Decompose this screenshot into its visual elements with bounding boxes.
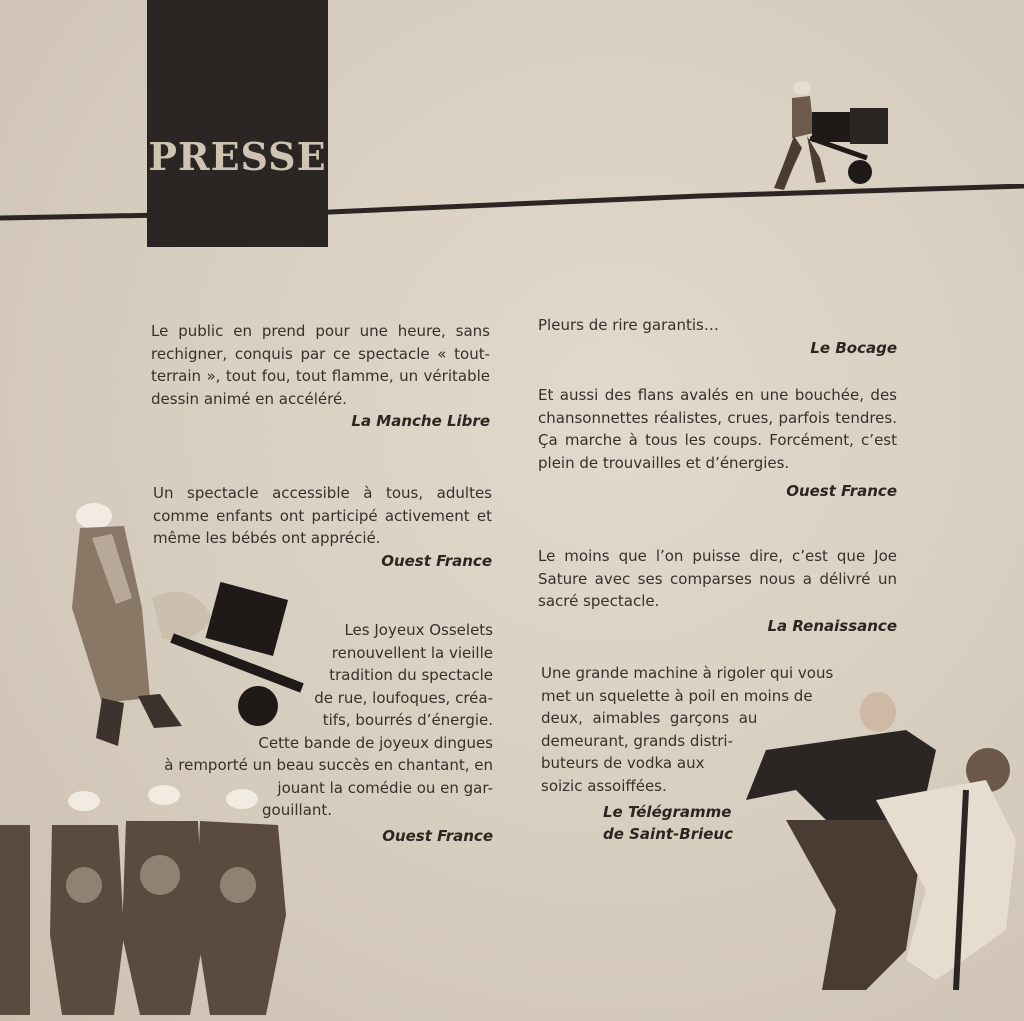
quote-line: gouillant. (262, 801, 333, 819)
quote-line: Les Joyeux Osselets (344, 621, 493, 639)
press-quote-4 (538, 314, 897, 359)
quote-source: La Manche Libre (351, 412, 490, 430)
quote-text: Le moins que l’on puisse dire, c’est que Joe Sature avec ses comparses nous a délivré un sacré spectacle. (538, 547, 897, 610)
page-title: PRESSE (148, 134, 327, 179)
quote-source-line-2: de Saint-Brieuc (603, 825, 733, 843)
quote-source: Ouest France (381, 551, 492, 570)
press-quote-5 (538, 384, 897, 502)
quote-line: renouvellent la vieille (331, 643, 493, 662)
quote-source: Le Bocage (810, 338, 897, 357)
press-quote-6 (538, 545, 897, 637)
press-quote-7 (541, 662, 881, 845)
quote-line: demeurant, grands distri- (541, 731, 734, 750)
quote-source: Ouest France (382, 826, 493, 845)
quote-source: Ouest France (786, 482, 897, 500)
quote-text: Et aussi des flans avalés en une bouchée, des chansonnettes réalistes, crues, parfois tendres. Ça marche à tous les coups. Forcément, c’est plein de trouvailles et d’énergies. (538, 386, 897, 472)
press-quote-2 (153, 482, 492, 572)
quote-line: jouant la comédie ou en gar- (277, 778, 493, 797)
press-quote-3 (150, 619, 493, 847)
quote-line: Une grande machine à rigoler qui vous (541, 664, 834, 682)
quote-text: Un spectacle accessible à tous, adultes comme enfants ont participé activement et même les bébés ont apprécié. (153, 484, 492, 547)
quote-line: à remporté un beau succès en chantant, en (164, 756, 493, 774)
quote-line: tradition du spectacle (329, 666, 493, 684)
quote-text: Le public en prend pour une heure, sans rechigner, conquis par ce spectacle « tout-terrain », tout fou, tout flamme, un véritable dessin animé en accéléré. (151, 322, 490, 408)
quote-line: met un squelette à poil en moins de (541, 686, 813, 705)
quote-line: de rue, loufoques, créa- (314, 688, 493, 707)
quote-text: Pleurs de rire garantis… (538, 316, 719, 334)
quote-line: buteurs de vodka aux (541, 754, 705, 772)
quote-line: tifs, bourrés d’énergie. (322, 711, 493, 729)
press-quote-1 (151, 320, 490, 432)
performer-with-cart-small (752, 78, 897, 196)
title-block (147, 0, 328, 247)
quote-line: deux, aimables garçons au (541, 709, 758, 727)
quote-source-line-1: Le Télégramme (603, 803, 732, 821)
quote-line: Cette bande de joyeux dingues (258, 733, 493, 752)
quote-source: La Renaissance (767, 616, 897, 635)
quote-line: soizic assoiffées. (541, 776, 667, 795)
